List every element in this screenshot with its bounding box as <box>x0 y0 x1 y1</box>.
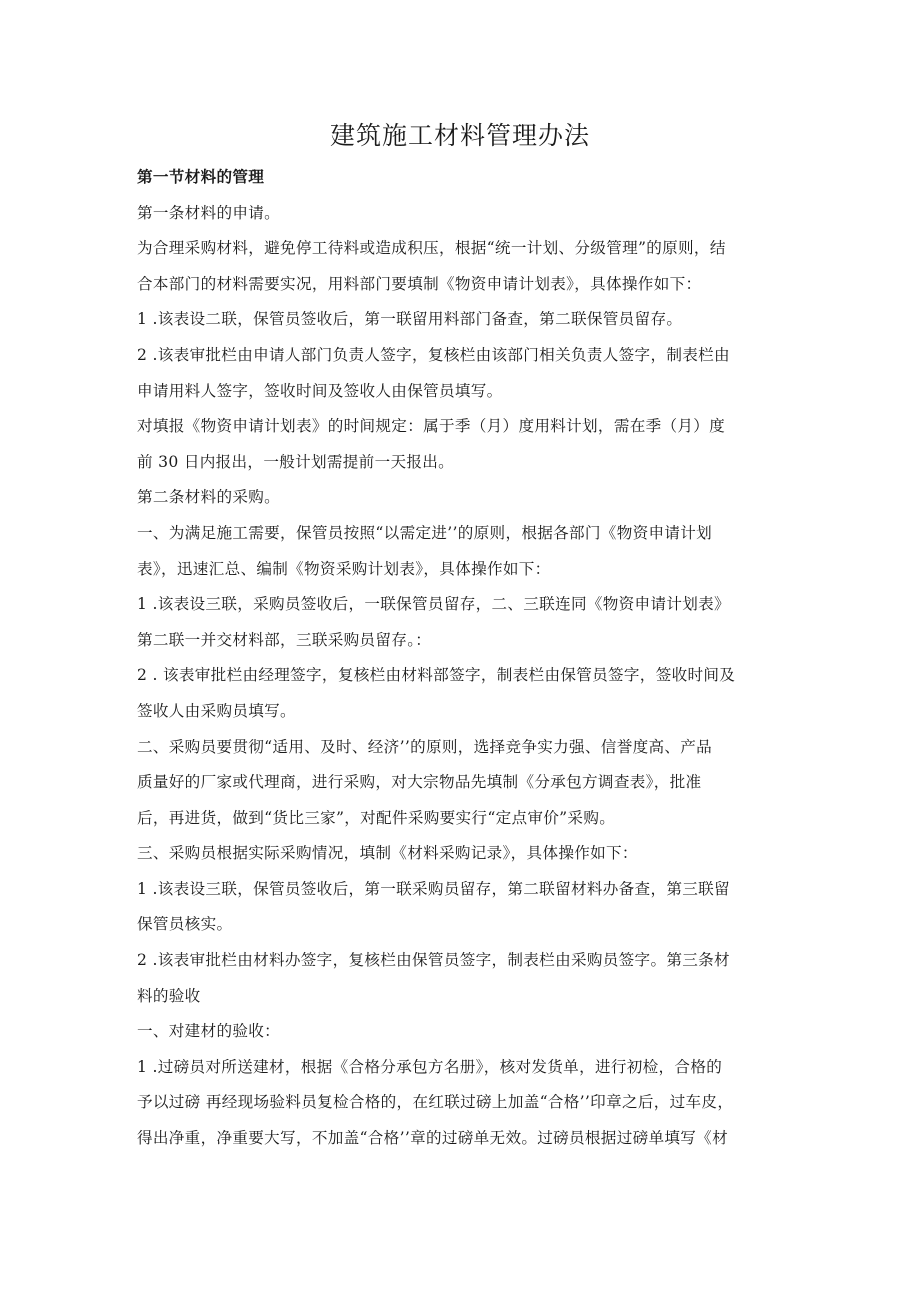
paragraph-line: 一、为满足施工需要，保管员按照“以需定进’’的原则，根据各部门《物资申请计划 <box>137 523 713 542</box>
list-item-line: 1 .该表设二联，保管员签收后，第一联留用料部门备查，第二联保管员留存。 <box>137 310 683 329</box>
paragraph-line: 前 30 日内报出，一般计划需提前一天报出。 <box>137 452 455 471</box>
list-item-line: 予以过磅 再经现场验料员复检合格的，在红联过磅上加盖“合格’’印章之后，过车皮， <box>137 1093 734 1112</box>
article-heading: 第二条材料的采购。 <box>137 488 281 507</box>
paragraph-line: 一、对建材的验收： <box>137 1022 281 1041</box>
list-item-line: 保管员核实。 <box>137 915 233 934</box>
list-item-line: 2 .该表审批栏由申请人部门负责人签字，复核栏由该部门相关负责人签字，制表栏由 <box>137 345 730 364</box>
paragraph-line: 合本部门的材料需要实况，用料部门要填制《物资申请计划表》，具体操作如下： <box>137 274 702 293</box>
paragraph-line: 质量好的厂家或代理商，进行采购，对大宗物品先填制《分承包方调查表》，批准 <box>137 773 702 792</box>
paragraph-line: 后，再进货，做到“货比三家”，对配件采购要实行“定点审价”采购。 <box>137 808 616 827</box>
paragraph-line: 三、采购员根据实际采购情况，填制《材料采购记录》，具体操作如下： <box>137 844 638 863</box>
document-body <box>137 160 787 1157</box>
document-title: 建筑施工材料管理办法 <box>329 121 590 150</box>
list-item-line: 第二联一并交材料部，三联采购员留存。： <box>137 630 432 649</box>
section-heading: 第一节材料的管理 <box>137 168 265 186</box>
paragraph-line: 对填报《物资申请计划表》的时间规定：属于季（月）度用料计划，需在季（月）度 <box>137 417 726 436</box>
paragraph-line: 为合理采购材料，避免停工待料或造成积压，根据“统一计划、分级管理”的原则，结 <box>137 239 726 258</box>
paragraph-line: 表》，迅速汇总、编制《物资采购计划表》，具体操作如下： <box>137 559 551 578</box>
list-item-line: 申请用料人签字，签收时间及签收人由保管员填写。 <box>137 381 503 400</box>
list-item-line: 2 . 该表审批栏由经理签字，复核栏由材料部签字，制表栏由保管员签字，签收时间及 <box>137 666 736 685</box>
paragraph-line: 二、采购员要贯彻“适用、及时、经济’’的原则，选择竞争实力强、信誉度高、产品 <box>137 737 713 756</box>
list-item-line: 1 .过磅员对所送建材，根据《合格分承包方名册》，核对发货单，进行初检，合格的 <box>137 1057 723 1076</box>
list-item-line: 2 .该表审批栏由材料办签字，复核栏由保管员签字，制表栏由采购员签字。第三条材 <box>137 951 730 970</box>
list-item-line: 得出净重，净重要大写，不加盖“合格’’章的过磅单无效。过磅员根据过磅单填写《材 <box>137 1129 728 1148</box>
list-item-line: 1 .该表设三联，采购员签收后，一联保管员留存，二、三联连同《物资申请计划表》 <box>137 595 730 614</box>
list-item-line: 签收人由采购员填写。 <box>137 701 296 720</box>
article-heading: 第一条材料的申请。 <box>137 203 281 222</box>
list-item-line: 1 .该表设三联，保管员签收后，第一联采购员留存，第二联留材料办备查，第三联留 <box>137 879 730 898</box>
list-item-line: 料的验收 <box>137 986 201 1005</box>
